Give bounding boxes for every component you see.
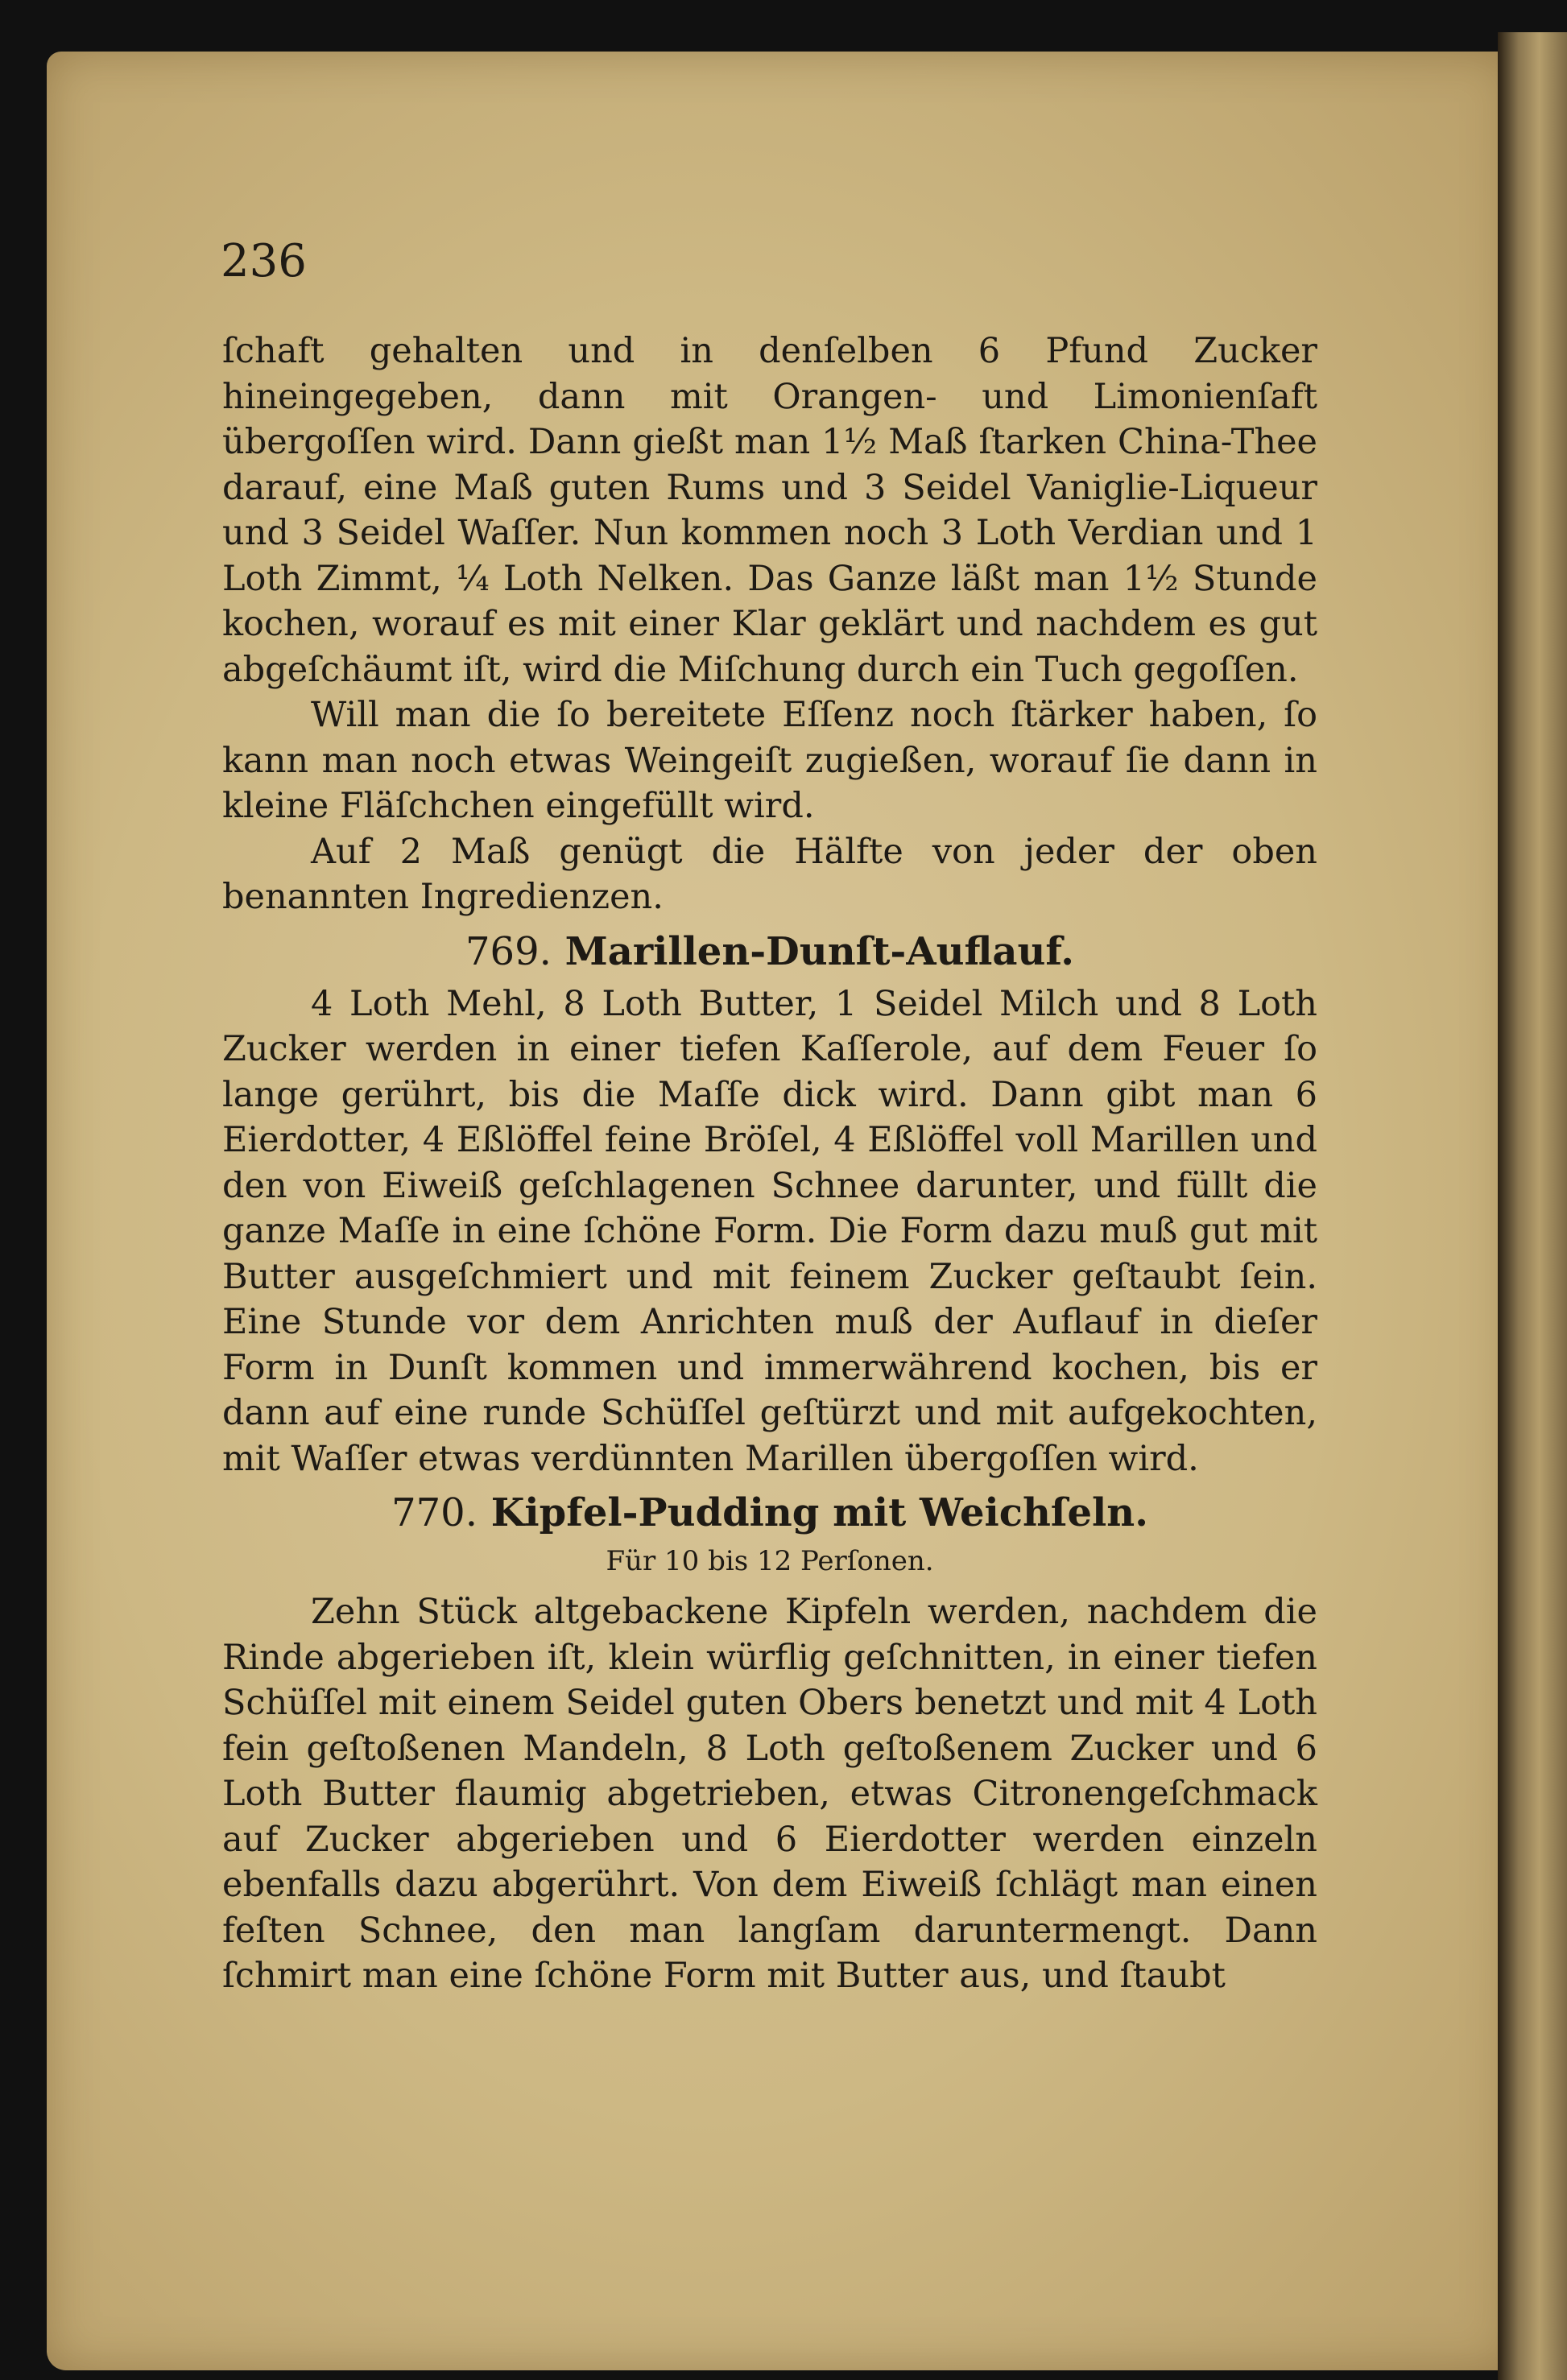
paragraph-half-quantity: Auf 2 Maß genügt die Hälfte von jeder der oben benannten Ingredienzen.	[222, 831, 1317, 917]
recipe-769-body: 4 Loth Mehl, 8 Loth Butter, 1 Seidel Milch und 8 Loth Zucker werden in einer tiefen Kaſſerole, auf dem Feuer ſo lange gerührt, bis die Maſſe dick wird. Dann gibt man 6 Eierdotter, 4 Eßlöffel feine Bröſel, 4 Eßlöffel voll Marillen und den von Eiweiß geſchlagenen Schnee darunter, und füllt die ganze Maſſe in eine ſchöne Form. Die Form dazu muß gut mit Butter ausgeſchmiert und mit feinem Zucker geſtaubt ſein. Eine Stunde vor dem Anrichten muß der Auflauf in dieſer Form in Dunſt kommen und immerwährend kochen, bis er dann auf eine runde Schüſſel geſtürzt und mit aufgekochten, mit Waſſer etwas verdünnten Marillen übergoſſen wird.	[222, 983, 1317, 1479]
page-edge-decoration	[1498, 32, 1567, 2380]
recipe-770-servings: Für 10 bis 12 Perſonen.	[606, 1545, 934, 1577]
recipe-770-body: Zehn Stück altgebackene Kipfeln werden, nachdem die Rinde abgerieben iſt, klein würflig geſchnitten, in einer tiefen Schüſſel mit einem Seidel guten Obers benetzt und mit 4 Loth fein geſtoßenen Mandeln, 8 Loth geſtoßenem Zucker und 6 Loth Butter flaumig abgetrieben, etwas Citronengeſchmack auf Zucker abgerieben und 6 Eierdotter werden einzeln ebenfalls dazu abgerührt. Von dem Eiweiß ſchlägt man einen feſten Schnee, den man langſam daruntermengt. Dann ſchmirt man eine ſchöne Form mit Butter aus, und ſtaubt	[222, 1592, 1317, 1996]
recipe-770-number: 770.	[391, 1490, 478, 1535]
recipe-770-title: Kipfel-Pudding mit Weichſeln.	[490, 1490, 1148, 1535]
page-number: 236	[221, 235, 307, 287]
recipe-770-heading	[222, 1486, 1317, 1539]
paragraph-essence-stronger: Will man die ſo bereitete Eſſenz noch ſtärker haben, ſo kann man noch etwas Weingeiſt zugießen, worauf ſie dann in kleine Fläſchchen eingefüllt wird.	[222, 695, 1317, 826]
page-text	[222, 328, 1317, 1999]
paragraph-continuation: ſchaft gehalten und in denſelben 6 Pfund Zucker hineingegeben, dann mit Orangen- und Limonienſaft übergoſſen wird. Dann gießt man 1½ Maß ſtarken China-Thee darauf, eine Maß guten Rums und 3 Seidel Vaniglie-Liqueur und 3 Seidel Waſſer. Nun kommen noch 3 Loth Verdian und 1 Loth Zimmt, ¼ Loth Nelken. Das Ganze läßt man 1½ Stunde kochen, worauf es mit einer Klar geklärt und nachdem es gut abgeſchäumt iſt, wird die Miſchung durch ein Tuch gegoſſen.	[222, 331, 1317, 690]
recipe-769-number: 769.	[465, 928, 552, 974]
recipe-769-heading	[222, 925, 1317, 978]
recipe-769-title: Marillen-Dunſt-Auflauf.	[564, 928, 1075, 974]
